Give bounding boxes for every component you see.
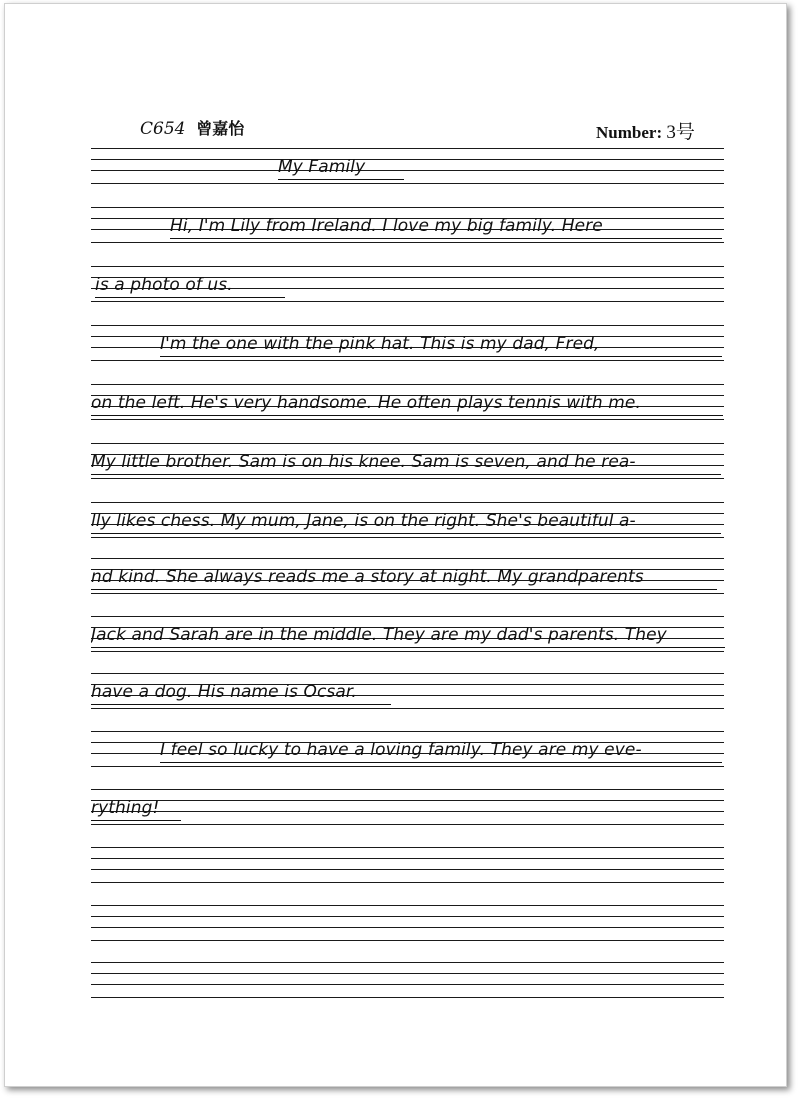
ruled-line (91, 207, 724, 208)
ruled-line (91, 882, 724, 883)
ruled-line (91, 266, 724, 267)
ruled-line (91, 170, 724, 171)
ruled-line (91, 616, 724, 617)
essay-line: is a photo of us. (95, 273, 285, 298)
essay-line: lly likes chess. My mum, Jane, is on the right. She's beautiful a- (91, 509, 721, 534)
student-id-label (140, 116, 244, 139)
ruled-line (91, 940, 724, 941)
essay-line: I feel so lucky to have a loving family. They are my eve- (160, 738, 722, 763)
ruled-line (91, 478, 724, 479)
number-label: Number: (596, 123, 663, 142)
class-code: C654 (140, 119, 186, 139)
ruled-line (91, 708, 724, 709)
ruled-line (91, 558, 724, 559)
ruled-line (91, 962, 724, 963)
ruled-line (91, 651, 724, 652)
ruled-line (91, 593, 724, 594)
ruled-line (91, 927, 724, 928)
essay-line: on the left. He's very handsome. He often plays tennis with me. (91, 391, 723, 416)
ruled-line (91, 419, 724, 420)
student-name: 曾嘉怡 (196, 119, 245, 138)
ruled-line (91, 824, 724, 825)
essay-title: My Family (278, 155, 404, 180)
ruled-line (91, 502, 724, 503)
ruled-line (91, 766, 724, 767)
ruled-line (91, 858, 724, 859)
essay-line: rything! (91, 796, 181, 821)
ruled-line (91, 869, 724, 870)
ruled-line (91, 789, 724, 790)
ruled-line (91, 905, 724, 906)
ruled-line (91, 973, 724, 974)
ruled-line (91, 984, 724, 985)
essay-line: have a dog. His name is Ocsar. (91, 680, 391, 705)
number-value: 3号 (666, 122, 695, 143)
ruled-line (91, 731, 724, 732)
ruled-line (91, 148, 724, 149)
essay-line: Jack and Sarah are in the middle. They are my dad's parents. They (91, 623, 725, 648)
ruled-line (91, 800, 724, 801)
ruled-line (91, 159, 724, 160)
ruled-line (91, 360, 724, 361)
ruled-line (91, 242, 724, 243)
ruled-line (91, 537, 724, 538)
essay-line: My little brother. Sam is on his knee. Sam is seven, and he rea- (91, 450, 721, 475)
essay-line: nd kind. She always reads me a story at night. My grandparents (91, 565, 717, 590)
ruled-line (91, 183, 724, 184)
ruled-line (91, 443, 724, 444)
essay-line: I'm the one with the pink hat. This is my dad, Fred, (160, 332, 722, 357)
ruled-line (91, 847, 724, 848)
ruled-line (91, 997, 724, 998)
ruled-line (91, 325, 724, 326)
ruled-line (91, 916, 724, 917)
ruled-line (91, 301, 724, 302)
number-field (596, 117, 695, 144)
ruled-line (91, 384, 724, 385)
ruled-line (91, 673, 724, 674)
essay-line: Hi, I'm Lily from Ireland. I love my big family. Here (170, 214, 722, 239)
ruled-line (91, 811, 724, 812)
